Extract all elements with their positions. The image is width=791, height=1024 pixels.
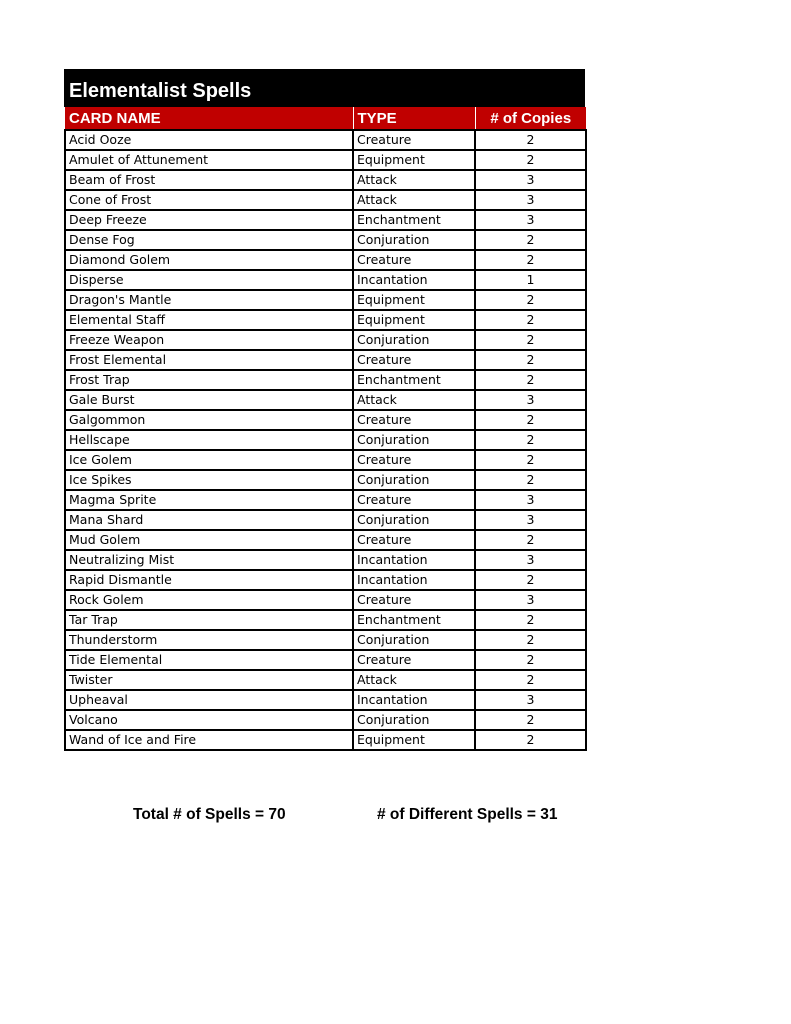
copies-cell: 2 [475, 730, 586, 750]
type-cell: Enchantment [353, 610, 475, 630]
card-name-cell: Twister [65, 670, 353, 690]
card-name-cell: Mud Golem [65, 530, 353, 550]
type-cell: Conjuration [353, 470, 475, 490]
table-row [65, 270, 586, 290]
total-spells-label: Total # of Spells = 70 [133, 806, 286, 823]
table-row [65, 670, 586, 690]
card-name-cell: Disperse [65, 270, 353, 290]
card-name-cell: Gale Burst [65, 390, 353, 410]
copies-cell: 2 [475, 150, 586, 170]
copies-cell: 2 [475, 650, 586, 670]
card-name-cell: Magma Sprite [65, 490, 353, 510]
copies-cell: 2 [475, 250, 586, 270]
table-row [65, 510, 586, 530]
table-row [65, 710, 586, 730]
type-cell: Attack [353, 670, 475, 690]
card-name-cell: Beam of Frost [65, 170, 353, 190]
type-cell: Creature [353, 590, 475, 610]
table-row [65, 370, 586, 390]
table-row [65, 250, 586, 270]
card-name-cell: Galgommon [65, 410, 353, 430]
type-cell: Incantation [353, 270, 475, 290]
card-name-cell: Frost Trap [65, 370, 353, 390]
table-row [65, 430, 586, 450]
type-cell: Conjuration [353, 630, 475, 650]
table-row [65, 490, 586, 510]
card-name-cell: Dragon's Mantle [65, 290, 353, 310]
copies-cell: 2 [475, 410, 586, 430]
card-name-cell: Amulet of Attunement [65, 150, 353, 170]
type-cell: Equipment [353, 310, 475, 330]
card-name-cell: Frost Elemental [65, 350, 353, 370]
card-name-cell: Upheaval [65, 690, 353, 710]
copies-cell: 2 [475, 230, 586, 250]
card-name-cell: Mana Shard [65, 510, 353, 530]
card-name-cell: Rock Golem [65, 590, 353, 610]
spells-table [64, 107, 587, 751]
type-cell: Conjuration [353, 230, 475, 250]
table-row [65, 130, 586, 150]
table-row [65, 450, 586, 470]
copies-cell: 3 [475, 390, 586, 410]
table-row [65, 630, 586, 650]
type-cell: Conjuration [353, 710, 475, 730]
table-row [65, 690, 586, 710]
card-name-cell: Tide Elemental [65, 650, 353, 670]
card-name-cell: Neutralizing Mist [65, 550, 353, 570]
type-cell: Attack [353, 170, 475, 190]
copies-cell: 2 [475, 430, 586, 450]
type-cell: Equipment [353, 730, 475, 750]
header-type: TYPE [353, 107, 475, 130]
type-cell: Equipment [353, 290, 475, 310]
type-cell: Incantation [353, 570, 475, 590]
card-name-cell: Freeze Weapon [65, 330, 353, 350]
header-row [65, 107, 586, 130]
type-cell: Attack [353, 390, 475, 410]
card-name-cell: Ice Spikes [65, 470, 353, 490]
table-row [65, 410, 586, 430]
table-row [65, 730, 586, 750]
type-cell: Creature [353, 490, 475, 510]
table-row [65, 590, 586, 610]
different-spells-label: # of Different Spells = 31 [377, 806, 558, 823]
table-row [65, 390, 586, 410]
sheet-title: Elementalist Spells [64, 69, 585, 107]
copies-cell: 3 [475, 490, 586, 510]
copies-cell: 1 [475, 270, 586, 290]
card-name-cell: Volcano [65, 710, 353, 730]
copies-cell: 3 [475, 210, 586, 230]
copies-cell: 2 [475, 470, 586, 490]
table-row [65, 610, 586, 630]
table-row [65, 330, 586, 350]
card-name-cell: Ice Golem [65, 450, 353, 470]
table-row [65, 550, 586, 570]
type-cell: Creature [353, 530, 475, 550]
table-row [65, 290, 586, 310]
header-card-name: CARD NAME [65, 107, 353, 130]
table-row [65, 570, 586, 590]
type-cell: Creature [353, 350, 475, 370]
card-name-cell: Rapid Dismantle [65, 570, 353, 590]
copies-cell: 2 [475, 710, 586, 730]
type-cell: Incantation [353, 550, 475, 570]
type-cell: Creature [353, 250, 475, 270]
copies-cell: 3 [475, 170, 586, 190]
copies-cell: 2 [475, 670, 586, 690]
copies-cell: 2 [475, 450, 586, 470]
card-name-cell: Elemental Staff [65, 310, 353, 330]
card-name-cell: Dense Fog [65, 230, 353, 250]
card-name-cell: Tar Trap [65, 610, 353, 630]
type-cell: Creature [353, 130, 475, 150]
table-row [65, 530, 586, 550]
card-name-cell: Deep Freeze [65, 210, 353, 230]
copies-cell: 2 [475, 610, 586, 630]
copies-cell: 3 [475, 690, 586, 710]
table-row [65, 650, 586, 670]
copies-cell: 3 [475, 510, 586, 530]
copies-cell: 3 [475, 590, 586, 610]
type-cell: Creature [353, 410, 475, 430]
copies-cell: 2 [475, 310, 586, 330]
type-cell: Creature [353, 450, 475, 470]
copies-cell: 2 [475, 290, 586, 310]
copies-cell: 2 [475, 370, 586, 390]
table-row [65, 310, 586, 330]
table-row [65, 190, 586, 210]
type-cell: Conjuration [353, 510, 475, 530]
table-row [65, 470, 586, 490]
copies-cell: 2 [475, 530, 586, 550]
copies-cell: 2 [475, 350, 586, 370]
type-cell: Conjuration [353, 330, 475, 350]
type-cell: Conjuration [353, 430, 475, 450]
type-cell: Enchantment [353, 370, 475, 390]
type-cell: Enchantment [353, 210, 475, 230]
card-name-cell: Diamond Golem [65, 250, 353, 270]
copies-cell: 3 [475, 190, 586, 210]
type-cell: Attack [353, 190, 475, 210]
card-name-cell: Hellscape [65, 430, 353, 450]
card-name-cell: Cone of Frost [65, 190, 353, 210]
type-cell: Equipment [353, 150, 475, 170]
table-body [65, 130, 586, 750]
table-row [65, 350, 586, 370]
copies-cell: 3 [475, 550, 586, 570]
table-row [65, 230, 586, 250]
header-copies: # of Copies [475, 107, 586, 130]
copies-cell: 2 [475, 570, 586, 590]
card-name-cell: Thunderstorm [65, 630, 353, 650]
card-name-cell: Acid Ooze [65, 130, 353, 150]
type-cell: Incantation [353, 690, 475, 710]
card-name-cell: Wand of Ice and Fire [65, 730, 353, 750]
spell-sheet [64, 69, 585, 751]
copies-cell: 2 [475, 130, 586, 150]
table-row [65, 170, 586, 190]
type-cell: Creature [353, 650, 475, 670]
copies-cell: 2 [475, 330, 586, 350]
copies-cell: 2 [475, 630, 586, 650]
table-row [65, 210, 586, 230]
table-row [65, 150, 586, 170]
